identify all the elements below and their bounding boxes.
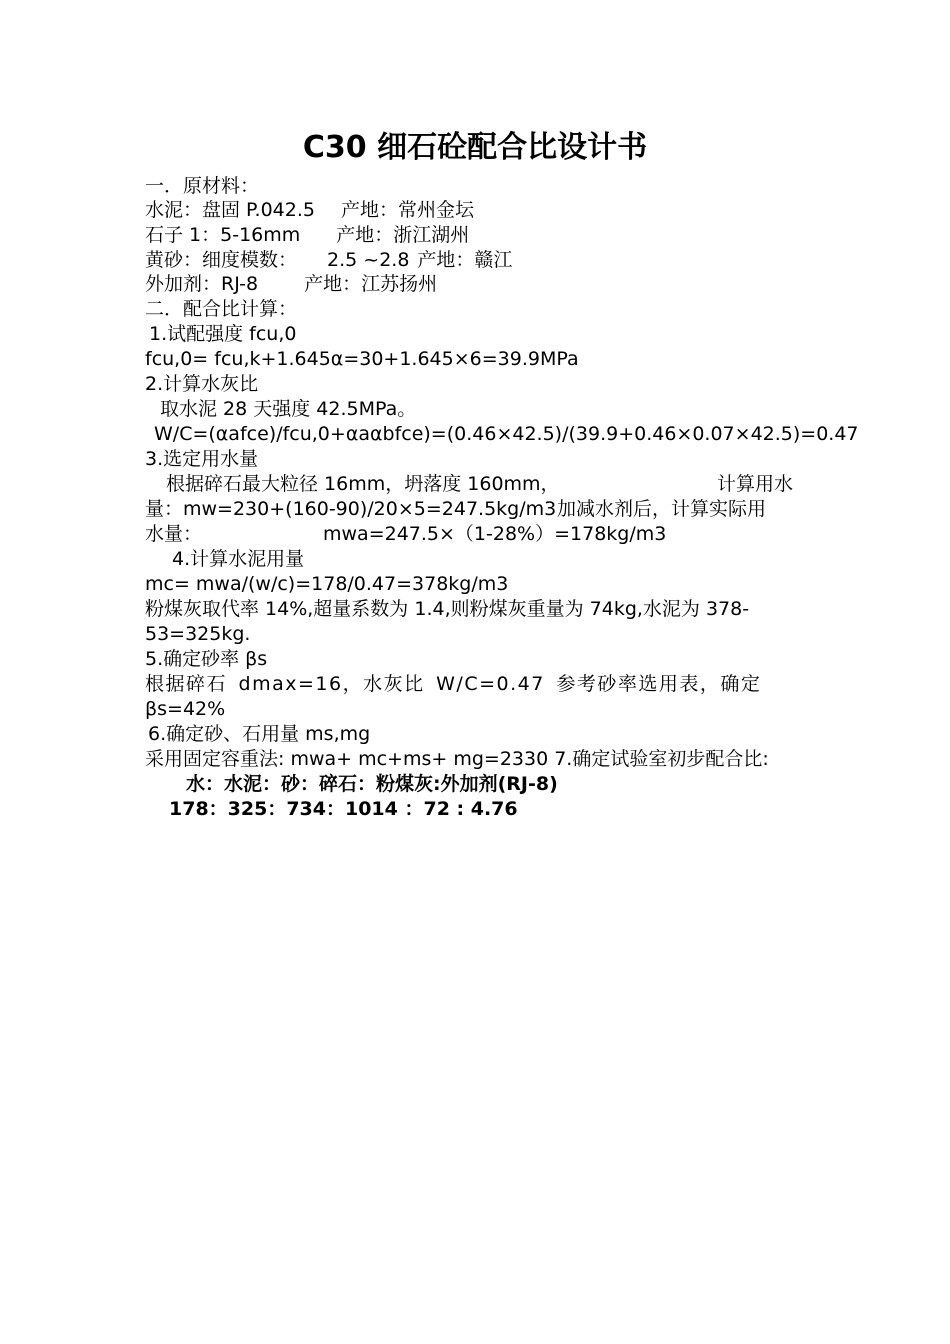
step1-formula: fcu,0= fcu,k+1.645α=30+1.645×6=39.9MPa: [145, 348, 579, 370]
sand-line: [145, 248, 512, 273]
step3-line2: 量：mw=230+(160-90)/20×5=247.5kg/m3: [145, 498, 557, 520]
calc-heading: 二．配合比计算：: [145, 298, 298, 320]
materials-heading: 一．原材料：: [145, 175, 260, 197]
stone-origin: 产地：浙江湖州: [336, 224, 470, 246]
cement-origin: 产地：常州金坛: [340, 199, 474, 221]
step4-flyash-line2: 53=325kg.: [145, 623, 251, 645]
admixture-label: 外加剂：RJ-8: [145, 273, 259, 295]
step3-line1: 根据碎石最大粒径 16mm，坍落度 160mm，: [166, 473, 560, 495]
ratio-labels: 水：水泥：砂：碎石：粉煤灰:外加剂(RJ-8): [186, 773, 558, 795]
step6-line: 采用固定容重法: mwa+ mc+ms+ mg=2330 7.确定试验室初步配合比:: [145, 748, 769, 770]
step2-title: 2.计算水灰比: [145, 373, 259, 395]
step3-line3-formula: mwa=247.5×（1-28%）=178kg/m3: [323, 523, 667, 545]
ratio-values: 178：325：734：1014 ：72 : 4.76: [169, 798, 518, 820]
admixture-line: [145, 272, 437, 297]
step5-title: 5.确定砂率 βs: [145, 648, 268, 670]
step3-title: 3.选定用水量: [145, 448, 259, 470]
step5-line1: 根据碎石 dmax=16，水灰比 W/C=0.47 参考砂率选用表，确定: [145, 673, 762, 695]
step4-flyash-line1: 粉煤灰取代率 14%,超量系数为 1.4,则粉煤灰重量为 74kg,水泥为 378-: [145, 598, 750, 620]
step5-line2: βs=42%: [145, 698, 226, 720]
stone-line: [145, 223, 469, 248]
step3-line3-label: 水量：: [145, 523, 203, 545]
admixture-origin: 产地：江苏扬州: [304, 273, 438, 295]
step3-line1-end: 计算用水: [717, 473, 794, 495]
step4-title: 4.计算水泥用量: [172, 548, 305, 570]
cement-label: 水泥：盘固 P.042.5: [145, 199, 315, 221]
step1-title: 1.试配强度 fcu,0: [149, 323, 297, 345]
step4-formula: mc= mwa/(w/c)=178/0.47=378kg/m3: [145, 573, 509, 595]
document-title: C30 细石砼配合比设计书: [302, 130, 648, 165]
stone-label: 石子 1：5-16mm: [145, 224, 301, 246]
sand-label: 黄砂：细度模数：: [145, 249, 298, 271]
step3-line2-end: 加减水剂后，计算实际用: [557, 498, 767, 520]
cement-line: [145, 198, 474, 223]
step2-formula: W/C=(αafce)/fcu,0+αaαbfce)=(0.46×42.5)/(39.9+0.46×0.07×42.5)=0.47: [154, 423, 859, 445]
sand-modulus: 2.5 ~2.8: [327, 249, 410, 271]
step6-title: 6.确定砂、石用量 ms,mg: [148, 723, 371, 745]
step2-text: 取水泥 28 天强度 42.5MPa。: [160, 398, 417, 420]
sand-origin: 产地：赣江: [417, 249, 513, 271]
